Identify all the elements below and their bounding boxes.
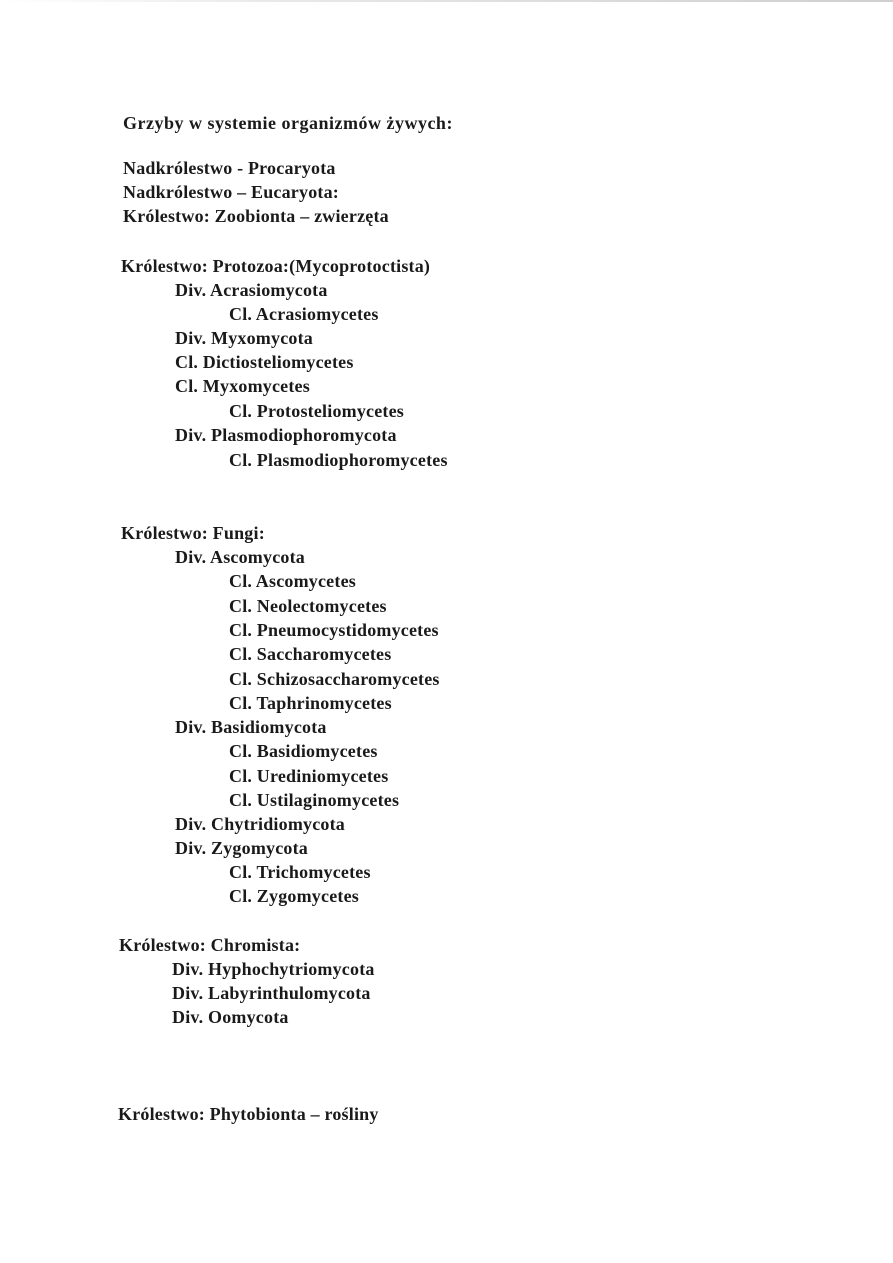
taxon-line: Cl. Basidiomycetes bbox=[229, 741, 378, 761]
taxon-line: Cl. Ustilaginomycetes bbox=[229, 790, 400, 810]
taxon-line: Div. Acrasiomycota bbox=[175, 280, 328, 300]
taxon-line: Cl. Plasmodiophoromycetes bbox=[229, 450, 448, 470]
taxon-line: Div. Myxomycota bbox=[175, 328, 313, 348]
taxon-line: Div. Basidiomycota bbox=[175, 717, 327, 737]
kingdom-fungi-heading: Królestwo: Fungi: bbox=[121, 523, 265, 543]
taxon-line: Cl. Pneumocystidomycetes bbox=[229, 620, 439, 640]
taxon-line: Div. Hyphochytriomycota bbox=[172, 959, 375, 979]
taxon-line: Cl. Protosteliomycetes bbox=[229, 401, 405, 421]
taxon-line: Cl. Dictiosteliomycetes bbox=[175, 352, 354, 372]
taxon-line: Cl. Acrasiomycetes bbox=[229, 304, 379, 324]
taxon-line: Div. Labyrinthulomycota bbox=[172, 983, 371, 1003]
taxon-line: Cl. Trichomycetes bbox=[229, 862, 371, 882]
superkingdom-procaryota: Nadkrólestwo - Procaryota bbox=[123, 158, 336, 178]
taxon-line: Div. Ascomycota bbox=[175, 547, 305, 567]
taxon-line: Div. Chytridiomycota bbox=[175, 814, 345, 834]
taxon-line: Cl. Schizosaccharomycetes bbox=[229, 669, 440, 689]
taxon-line: Cl. Neolectomycetes bbox=[229, 596, 387, 616]
taxon-line: Div. Zygomycota bbox=[175, 838, 308, 858]
taxon-line: Cl. Taphrinomycetes bbox=[229, 693, 392, 713]
taxon-line: Cl. Saccharomycetes bbox=[229, 644, 392, 664]
taxon-line: Cl. Myxomycetes bbox=[175, 376, 310, 396]
kingdom-zoobionta: Królestwo: Zoobionta – zwierzęta bbox=[123, 206, 389, 226]
superkingdom-eucaryota: Nadkrólestwo – Eucaryota: bbox=[123, 182, 339, 202]
taxon-line: Cl. Ascomycetes bbox=[229, 571, 356, 591]
taxon-line: Div. Oomycota bbox=[172, 1007, 289, 1027]
kingdom-protozoa-heading: Królestwo: Protozoa:(Mycoprotoctista) bbox=[121, 256, 431, 276]
taxon-line: Cl. Urediniomycetes bbox=[229, 766, 389, 786]
taxon-line: Cl. Zygomycetes bbox=[229, 886, 359, 906]
kingdom-phytobionta: Królestwo: Phytobionta – rośliny bbox=[118, 1104, 379, 1124]
scan-edge bbox=[0, 0, 893, 2]
taxon-line: Div. Plasmodiophoromycota bbox=[175, 425, 397, 445]
kingdom-chromista-heading: Królestwo: Chromista: bbox=[119, 935, 301, 955]
document-title: Grzyby w systemie organizmów żywych: bbox=[123, 113, 453, 133]
